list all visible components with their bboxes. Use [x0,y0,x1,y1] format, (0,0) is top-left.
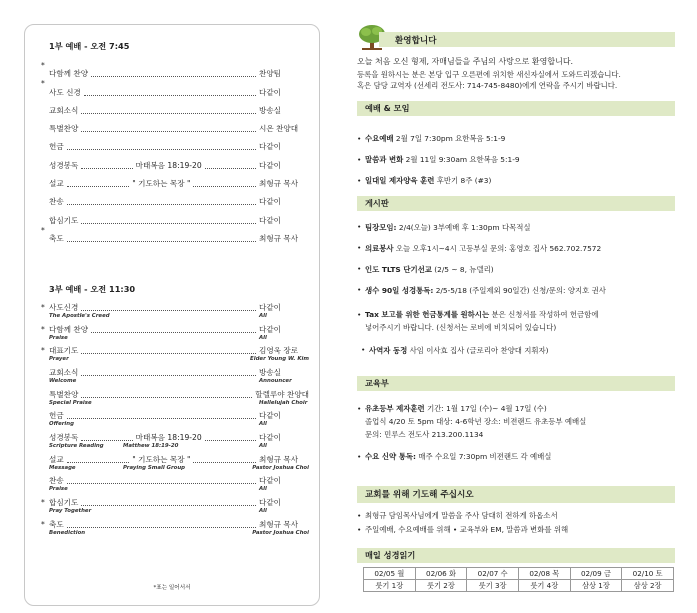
order-item-name: 찬송 [49,197,64,207]
order-item-name: 헌금 [49,142,64,152]
english-item-name: Message [49,464,76,471]
order-item-leader: 최형규 목사 [259,454,299,464]
order-item-name: 합심기도 [49,498,79,508]
order-row [41,346,309,356]
standing-marker: * [41,302,45,312]
order-item-leader: 시온 찬양대 [259,124,299,134]
order-item-leader: 최형규 목사 [259,519,299,529]
order-item-name: 합심기도 [49,215,79,225]
order-row [49,134,309,152]
dot-leader [81,113,256,114]
board-section-title: 게시판 [357,196,675,211]
english-item-detail [123,313,259,325]
standing-marker: * [41,519,45,529]
daily-reading-title: 매일 성경읽기 [357,548,675,563]
education-line2: 졸업식 4/20 토 5pm 대상: 4-6학년 장소: 비젼랜드 유초등부 예배실 [365,416,587,426]
order-item-leader: 다같이 [259,324,282,334]
order-row [49,411,309,421]
order-row [41,79,309,97]
order-row [49,171,309,189]
dot-leader [91,76,256,77]
english-item-name: Praise [49,334,68,341]
english-item-leader: All [259,421,267,428]
service3-list [41,302,309,542]
list-item: • 일대일 제자양육 훈련 후반기 8주 (#3) [357,170,677,191]
dot-leader [91,332,256,333]
order-item-name: 교회소식 [49,368,79,378]
order-item-detail: " 기도하는 목장 " [132,454,191,464]
order-item-leader: 김영욱 장로 [259,346,299,356]
order-row-english [49,356,309,368]
order-row [41,498,309,508]
table-row: 룻기 1장 룻기 2장 룻기 3장 룻기 4장 삼상 1장 삼상 2장 [364,580,674,592]
list-item: • 수요 신약 통독: 매주 수요일 7:30pm 비젼랜드 각 예배실 [357,451,677,464]
dot-leader [81,397,252,398]
order-item-leader: 다같이 [259,498,282,508]
order-row [41,324,309,335]
order-item-name: 성경봉독 [49,433,79,443]
dot-leader [81,223,256,224]
dot-leader [67,483,256,484]
order-item-name: 헌금 [49,411,64,421]
prayer-item-1: • 최형규 담임목사님에게 말씀을 주사 담대히 전하게 하옵소서 [357,509,677,523]
dot-leader [67,462,130,463]
standing-marker: * [41,61,45,70]
english-item-leader: Pastor Joshua Choi [252,529,309,536]
list-item: • Tax 보고를 위한 헌금통계를 원하시는 분은 신청서를 작성하여 헌금함에 넣어주시기 바랍니다. (신청서는 로비에 비치되어 있습니다) [357,309,677,345]
dot-leader [84,95,256,96]
english-item-name: Special Praise [49,399,92,406]
service1-list [41,61,309,244]
order-item-leader: 다같이 [259,87,282,97]
order-item-leader: 다같이 [259,160,282,170]
dot-leader [81,505,256,506]
english-item-detail [123,356,250,368]
standing-marker: * [41,79,45,89]
worship-section-title: 예배 & 모임 [357,101,675,116]
dot-leader [67,204,256,205]
list-item: • 수요예배 2월 7일 7:30pm 요한복음 5:1-9 [357,128,677,149]
standing-footnote: *표는 일어서서 [153,585,191,591]
english-item-leader: Announcer [259,378,292,385]
english-item-detail [123,508,259,520]
prayer-section-title: 교회를 위해 기도해 주십시오 [357,486,675,503]
order-row [49,98,309,116]
order-item-leader: 다같이 [259,142,282,152]
list-item: • 생수 90일 성경통독: 2/5-5/18 (주일제외 90일간) 신청/문의: 양지호 권사 [357,285,677,309]
order-row [49,116,309,134]
english-item-detail [123,378,259,390]
english-item-detail [123,421,259,433]
order-item-name: 성경봉독 [49,160,79,170]
dot-leader [193,462,256,463]
dot-leader [67,149,256,150]
dot-leader [67,186,130,187]
education-section-title: 교육부 [357,376,675,391]
english-item-leader: Pastor Joshua Choi [252,464,309,471]
english-item-detail: Matthew 18:19-20 [123,443,179,450]
list-item: • 의료봉사 오늘 오후1시~4시 고등부실 문의: 홍영호 집사 562.702.7572 [357,243,677,264]
list-item: • 팀장모임: 2/4(오늘) 3부예배 후 1:30pm 다목적실 [357,222,677,243]
service1-title: 1부 예배 - 오전 7:45 [49,41,130,51]
dot-leader [205,168,256,169]
order-row [41,61,309,79]
dot-leader [67,527,256,528]
list-item: • 사역자 동정 사임 이사효 집사 (글로리아 찬양대 지휘자) [361,345,677,366]
order-item-name: 사도신경 [49,302,79,312]
english-item-name: Scripture Reading [49,443,104,450]
english-item-name: Welcome [49,378,77,385]
order-item-name: 다함께 찬양 [49,69,89,79]
english-item-leader: Hallelujah Choir [259,399,308,406]
table-row: 02/05 월 02/06 화 02/07 수 02/08 목 02/09 금 02/10 토 [364,568,674,580]
education-line3: 문의: 민루스 전도사 213.200.1134 [365,429,484,439]
order-row-english [49,508,309,520]
order-row [41,302,309,313]
order-row-english [49,530,309,542]
order-item-detail: 마태복음 18:19-20 [135,433,202,443]
order-item-name: 축도 [49,233,64,243]
english-item-detail: Praying Small Group [123,464,186,471]
prayer-item-2: • 주일예배, 수요예배를 위해 • 교육부와 EM, 말씀과 변화를 위해 [357,523,677,537]
english-item-leader: All [259,312,267,319]
standing-marker: * [41,225,45,235]
english-item-detail [123,400,259,412]
order-item-name: 특별찬양 [49,389,79,399]
order-item-name: 특별찬양 [49,124,79,134]
english-item-detail [123,335,259,347]
english-item-leader: All [259,486,267,493]
order-item-leader: 다같이 [259,197,282,207]
order-row-english [49,335,309,347]
education-list [357,403,677,464]
order-item-leader: 방송실 [259,105,282,115]
order-item-name: 다함께 찬양 [49,324,89,334]
dot-leader [81,353,256,354]
dot-leader [81,375,256,376]
order-item-leader: 다같이 [259,215,282,225]
order-row [41,519,309,530]
order-item-leader: 다같이 [259,476,282,486]
dot-leader [67,241,256,242]
order-item-detail: " 기도하는 목장 " [132,179,191,189]
order-item-leader: 방송실 [259,368,282,378]
order-row-english [49,443,309,455]
welcome-line2: 등록을 원하시는 분은 본당 입구 오른편에 위치한 새신자실에서 도와드리겠습니다. [357,69,621,79]
dot-leader [81,168,132,169]
order-item-name: 설교 [49,454,64,464]
order-item-name: 찬송 [49,476,64,486]
dot-leader [67,418,256,419]
list-item: • 말씀과 변화 2월 11일 9:30am 요한복음 5:1-9 [357,149,677,170]
welcome-line3: 혹은 담당 교역자 (선세리 전도사: 714-745-8480)에게 연락을 주시기 바랍니다. [357,80,618,90]
english-item-leader: Elder Young W. Kim [250,356,309,363]
dot-leader [205,440,256,441]
order-row [41,225,309,244]
english-item-leader: All [259,508,267,515]
order-of-worship-panel [24,24,320,606]
standing-marker: * [41,324,45,334]
order-item-name: 사도 신경 [49,87,81,97]
order-item-name: 대표기도 [49,346,79,356]
order-item-leader: 다같이 [259,433,282,443]
worship-list [357,128,677,191]
english-item-name: The Apostle's Creed [49,312,110,319]
order-row [49,189,309,207]
order-item-leader: 다같이 [259,411,282,421]
welcome-text [357,55,677,91]
order-item-leader: 다같이 [259,302,282,312]
service3-title: 3부 예배 - 오전 11:30 [49,283,136,294]
order-row-english [49,465,309,477]
order-row-english [49,378,309,390]
order-row [49,152,309,170]
board-list [357,222,677,366]
dot-leader [81,131,256,132]
list-item: • 유초등부 제자훈련 기간: 1월 17일 (수)~ 4월 17일 (수) [357,403,677,416]
order-item-leader: 최형규 목사 [259,233,299,243]
english-item-name: Benediction [49,529,86,536]
daily-reading-table [363,567,674,592]
list-item: • 인도 TLTS 단기선교 (2/5 ~ 8, 뉴델리) [357,264,677,285]
order-row [49,207,309,225]
order-row-english [49,400,309,412]
order-item-leader: 최형규 목사 [259,179,299,189]
english-item-name: Offering [49,421,74,428]
order-item-leader: 찬양팀 [259,69,282,79]
order-row [49,433,309,443]
order-item-name: 설교 [49,179,64,189]
order-row [49,455,309,465]
english-item-leader: All [259,443,267,450]
order-row [49,476,309,486]
prayer-list [357,509,677,536]
order-row [49,390,309,400]
english-item-name: Prayer [49,356,69,363]
order-item-name: 축도 [49,519,64,529]
english-item-detail [123,530,252,542]
welcome-title: 환영합니다 [395,36,437,46]
welcome-line1: 오늘 처음 오신 형제, 자매님들을 주님의 사랑으로 환영합니다. [357,57,574,66]
order-row-english [49,313,309,325]
english-item-name: Pray Together [49,508,92,515]
dot-leader [81,310,256,311]
dot-leader [81,440,132,441]
english-item-name: Praise [49,486,68,493]
order-item-leader: 할렐루야 찬양대 [255,389,309,399]
order-row [49,368,309,378]
english-item-detail [123,486,259,498]
standing-marker: * [41,346,45,356]
standing-marker: * [41,498,45,508]
order-item-detail: 마태복음 18:19-20 [135,160,202,170]
order-row-english [49,421,309,433]
order-item-name: 교회소식 [49,105,79,115]
dot-leader [193,186,256,187]
english-item-leader: All [259,334,267,341]
order-row-english [49,486,309,498]
